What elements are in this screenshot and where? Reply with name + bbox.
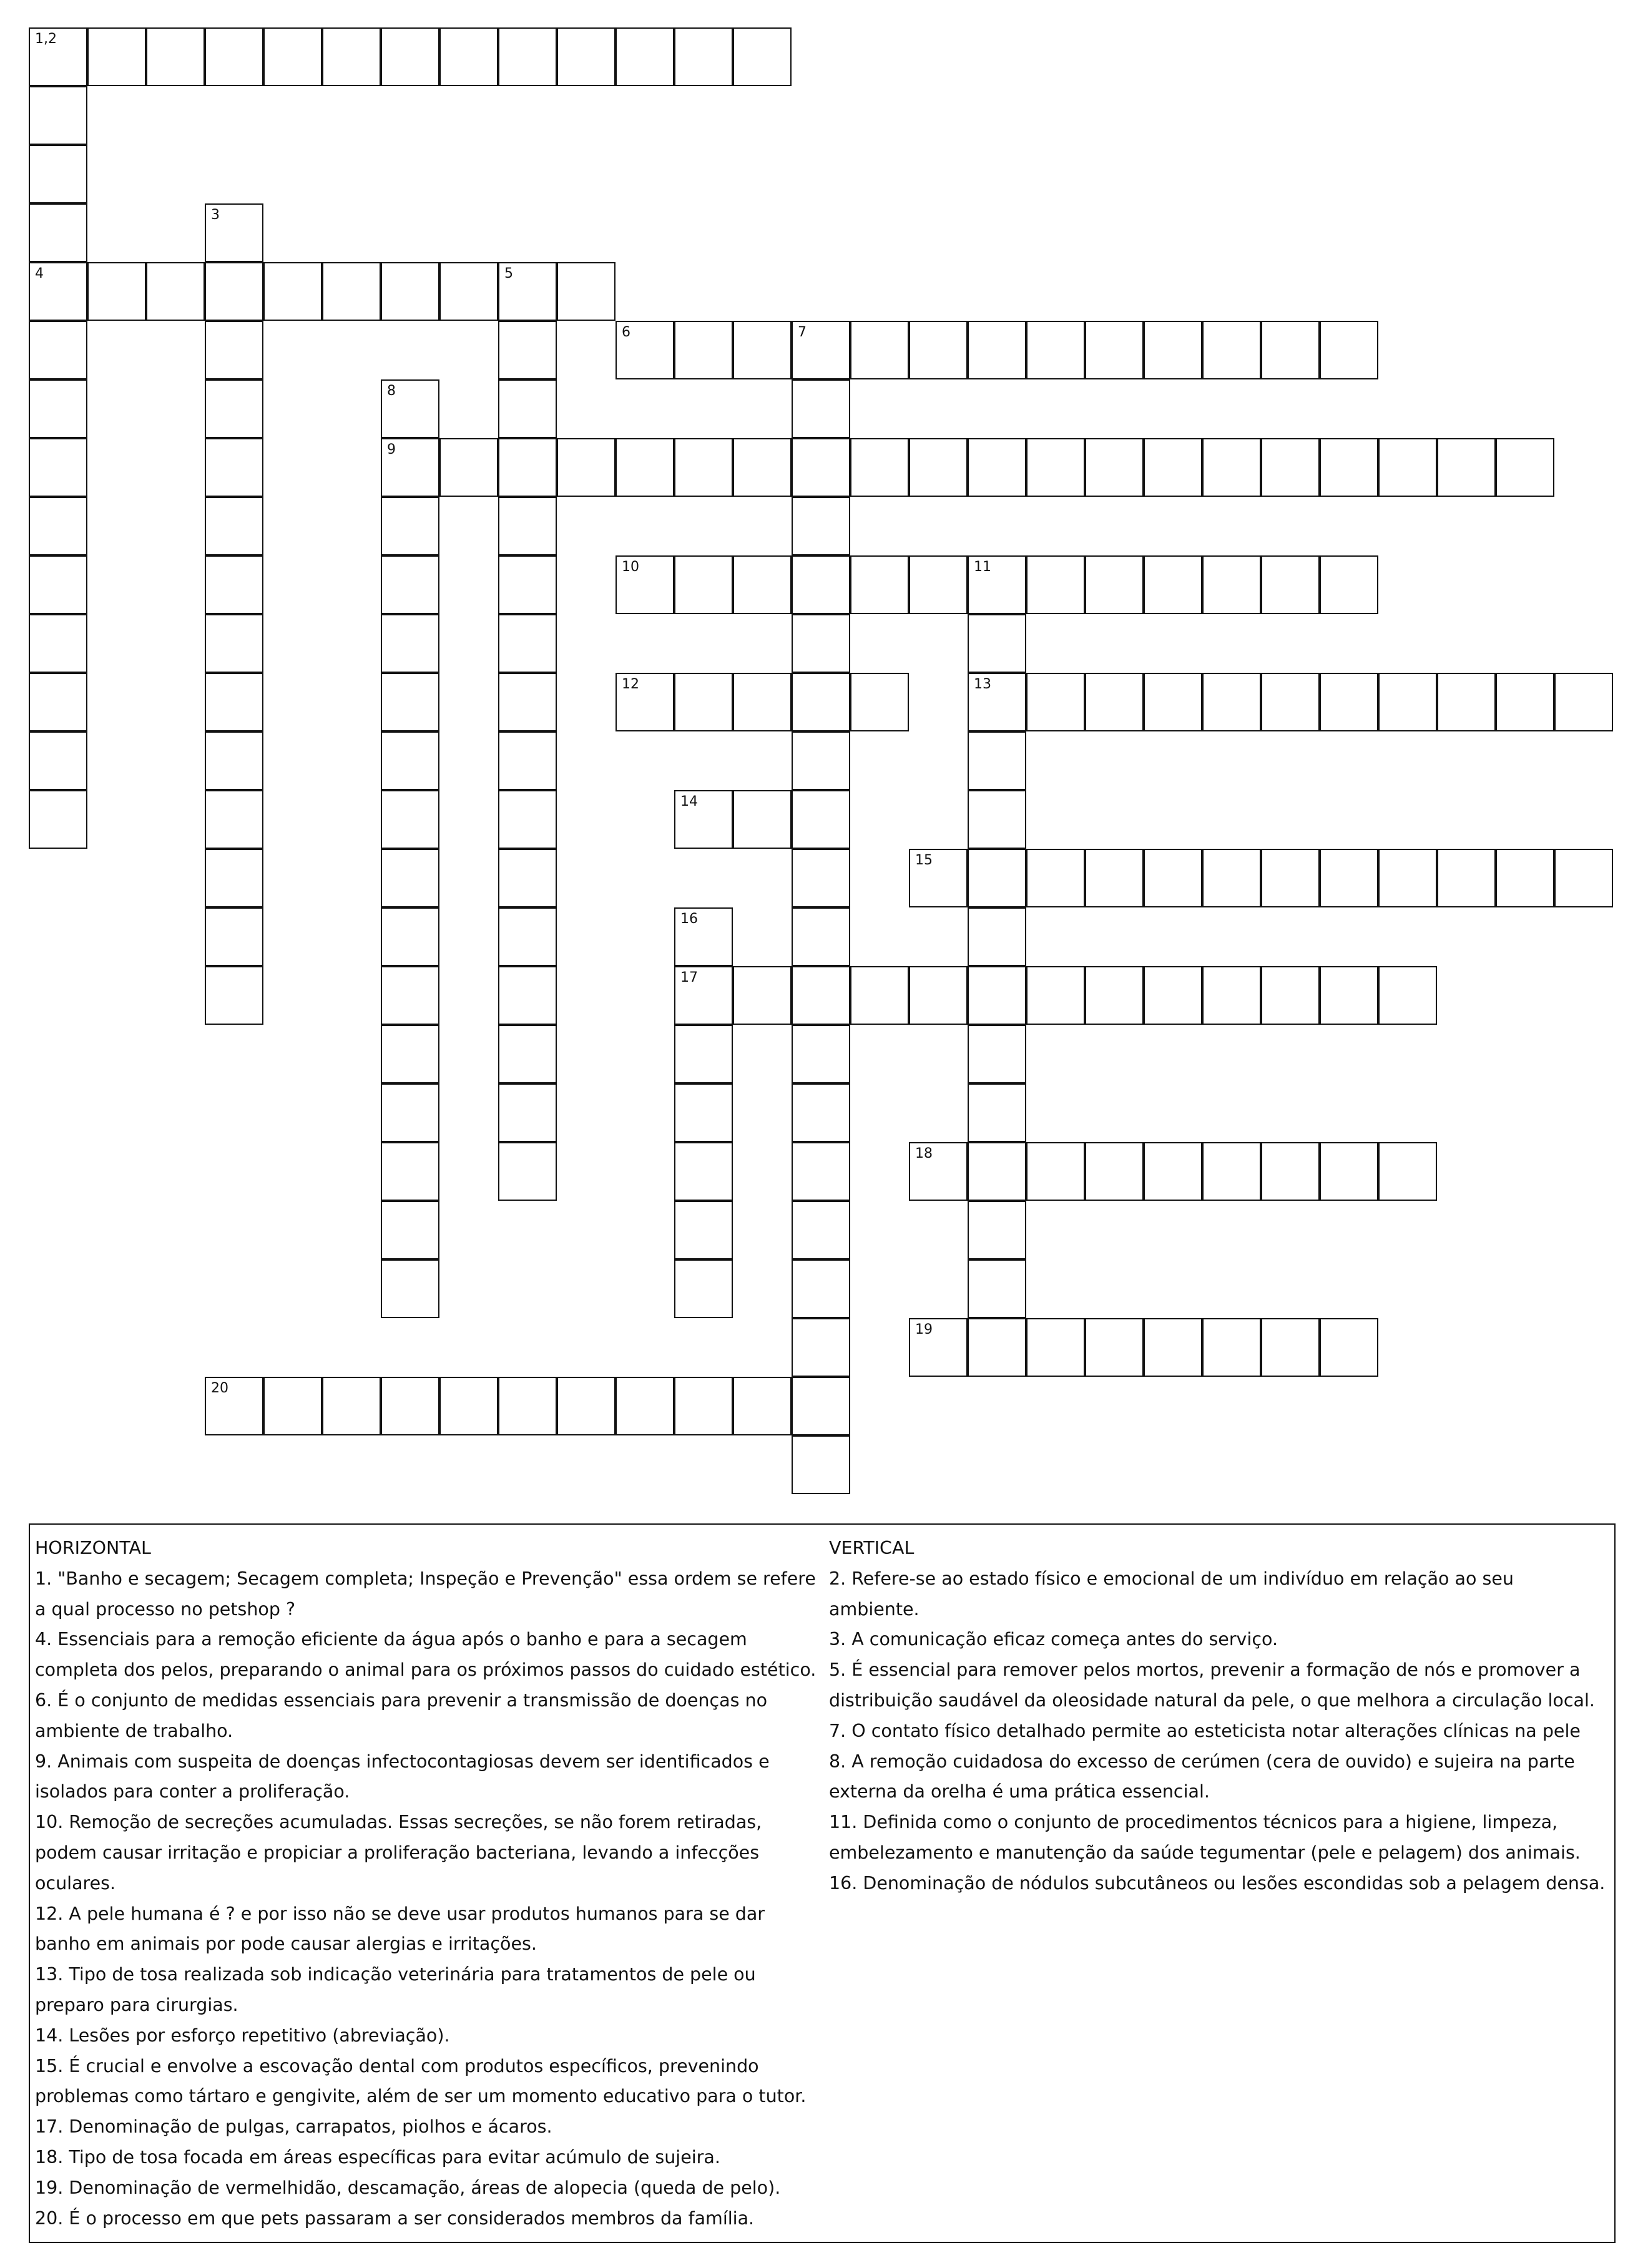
grid-cell[interactable] — [87, 27, 146, 86]
grid-cell[interactable] — [381, 1025, 439, 1083]
grid-cell[interactable] — [205, 907, 263, 966]
clue-number: 16 — [680, 911, 698, 927]
clue-text: 9. Animais com suspeita de doenças infectocontagiosas devem ser identificados e isolados para conter a proliferação. — [35, 1751, 770, 1802]
grid-cell[interactable] — [29, 203, 87, 262]
grid-cell[interactable] — [1261, 966, 1320, 1025]
grid-cell[interactable] — [205, 27, 263, 86]
grid-cell[interactable] — [1437, 849, 1496, 907]
clue-number: 19 — [915, 1322, 933, 1337]
grid-cell[interactable] — [1496, 849, 1554, 907]
clue-text: 17. Denominação de pulgas, carrapatos, piolhos e ácaros. — [35, 2116, 552, 2138]
grid-cell[interactable] — [498, 1377, 557, 1435]
grid-cell[interactable] — [498, 966, 557, 1025]
grid-cell[interactable] — [1085, 1142, 1144, 1201]
grid-cell[interactable] — [1144, 555, 1202, 614]
grid-cell[interactable] — [439, 1377, 498, 1435]
grid-cell[interactable] — [498, 907, 557, 966]
grid-cell[interactable] — [792, 555, 850, 614]
clue-text: 3. A comunicação eficaz começa antes do serviço. — [829, 1629, 1278, 1650]
horizontal-clues — [35, 1533, 823, 2234]
grid-cell[interactable] — [205, 497, 263, 555]
grid-cell[interactable] — [968, 790, 1026, 849]
grid-cell[interactable] — [968, 1201, 1026, 1259]
grid-cell[interactable] — [381, 1142, 439, 1201]
grid-cell[interactable] — [792, 614, 850, 673]
grid-cell[interactable] — [1085, 321, 1144, 379]
grid-cell[interactable] — [968, 321, 1026, 379]
grid-cell[interactable] — [1437, 438, 1496, 497]
grid-cell[interactable] — [439, 438, 498, 497]
grid-cell[interactable] — [674, 966, 733, 1025]
grid-cell[interactable] — [1144, 849, 1202, 907]
clue-number: 12 — [622, 677, 639, 692]
grid-cell[interactable] — [498, 497, 557, 555]
grid-cell[interactable] — [674, 1201, 733, 1259]
grid-cell[interactable] — [1202, 555, 1261, 614]
clue-number: 6 — [622, 325, 630, 340]
grid-cell[interactable] — [439, 27, 498, 86]
grid-cell[interactable] — [498, 849, 557, 907]
clue-text: 6. É o conjunto de medidas essenciais para prevenir a transmissão de doenças no ambiente de trabalho. — [35, 1689, 768, 1741]
grid-cell[interactable] — [1261, 673, 1320, 731]
grid-cell[interactable] — [674, 1083, 733, 1142]
horizontal-clue-list — [35, 1564, 823, 2234]
grid-cell[interactable] — [674, 1377, 733, 1435]
grid-cell[interactable] — [1202, 1142, 1261, 1201]
grid-cell[interactable] — [381, 849, 439, 907]
grid-cell[interactable] — [381, 379, 439, 438]
grid-cell[interactable] — [29, 790, 87, 849]
clue-number: 10 — [622, 559, 639, 575]
clue-text: 4. Essenciais para a remoção eficiente da água após o banho e para a secagem completa dos pelos, preparando o animal para os próximos passos do cuidado estético. — [35, 1629, 817, 1681]
grid-cell[interactable] — [1378, 1142, 1437, 1201]
grid-cell[interactable] — [498, 379, 557, 438]
grid-cell[interactable] — [29, 145, 87, 203]
grid-cell[interactable] — [674, 1142, 733, 1201]
grid-cell[interactable] — [381, 438, 439, 497]
grid-cell[interactable] — [850, 438, 909, 497]
grid-cell[interactable] — [498, 790, 557, 849]
grid-cell[interactable] — [792, 790, 850, 849]
grid-cell[interactable] — [29, 555, 87, 614]
grid-cell[interactable] — [205, 438, 263, 497]
grid-cell[interactable] — [381, 1201, 439, 1259]
grid-cell[interactable] — [1144, 321, 1202, 379]
grid-cell[interactable] — [498, 1142, 557, 1201]
clue-number: 14 — [680, 794, 698, 809]
grid-cell[interactable] — [616, 1377, 674, 1435]
grid-cell[interactable] — [909, 1142, 968, 1201]
grid-cell[interactable] — [674, 673, 733, 731]
grid-cell[interactable] — [1320, 849, 1378, 907]
grid-cell[interactable] — [968, 907, 1026, 966]
grid-cell[interactable] — [205, 321, 263, 379]
grid-cell[interactable] — [733, 790, 792, 849]
clue-number: 11 — [974, 559, 991, 575]
grid-cell[interactable] — [1085, 966, 1144, 1025]
grid-cell[interactable] — [1085, 673, 1144, 731]
grid-cell[interactable] — [733, 966, 792, 1025]
grid-cell[interactable] — [381, 614, 439, 673]
grid-cell[interactable] — [792, 1377, 850, 1435]
grid-cell[interactable] — [381, 907, 439, 966]
grid-cell[interactable] — [29, 673, 87, 731]
grid-cell[interactable] — [733, 555, 792, 614]
grid-cell[interactable] — [1144, 438, 1202, 497]
grid-cell[interactable] — [968, 1142, 1026, 1201]
grid-cell[interactable] — [1202, 966, 1261, 1025]
grid-cell[interactable] — [909, 438, 968, 497]
grid-cell[interactable] — [29, 497, 87, 555]
grid-cell[interactable] — [792, 1083, 850, 1142]
grid-cell[interactable] — [146, 262, 205, 321]
clue-number: 3 — [211, 207, 220, 223]
grid-cell[interactable] — [381, 1259, 439, 1318]
grid-cell[interactable] — [792, 849, 850, 907]
grid-cell[interactable] — [1026, 1318, 1085, 1377]
clue-text: 10. Remoção de secreções acumuladas. Essas secreções, se não forem retiradas, podem causar irritação e propiciar a proliferação bacteriana, levando a infecções oculares. — [35, 1812, 762, 1894]
grid-cell[interactable] — [1320, 555, 1378, 614]
clue-text: 19. Denominação de vermelhidão, descamação, áreas de alopecia (queda de pelo). — [35, 2177, 781, 2198]
clue-number: 5 — [504, 266, 513, 281]
clue-text: 12. A pele humana é ? e por isso não se deve usar produtos humanos para se dar banho em animais por pode causar alergias e irritações. — [35, 1903, 765, 1955]
clue-text: 5. É essencial para remover pelos mortos, prevenir a formação de nós e promover a distribuição saudável da oleosidade natural da pele, o que melhora a circulação local. — [829, 1659, 1595, 1711]
grid-cell[interactable] — [263, 262, 322, 321]
grid-cell[interactable] — [205, 790, 263, 849]
clue-number: 18 — [915, 1146, 933, 1161]
clue-text: 18. Tipo de tosa focada em áreas específicas para evitar acúmulo de sujeira. — [35, 2146, 720, 2168]
grid-cell[interactable] — [792, 673, 850, 731]
grid-cell[interactable] — [792, 321, 850, 379]
grid-cell[interactable] — [557, 27, 616, 86]
grid-cell[interactable] — [1378, 438, 1437, 497]
grid-cell[interactable] — [674, 1259, 733, 1318]
grid-cell[interactable] — [909, 966, 968, 1025]
grid-cell[interactable] — [968, 849, 1026, 907]
grid-cell[interactable] — [1026, 321, 1085, 379]
grid-cell[interactable] — [733, 1377, 792, 1435]
clue-text: 8. A remoção cuidadosa do excesso de cerúmen (cera de ouvido) e sujeira na parte externa da orelha é uma prática essencial. — [829, 1751, 1575, 1802]
grid-cell[interactable] — [205, 262, 263, 321]
clue-text: 14. Lesões por esforço repetitivo (abreviação). — [35, 2025, 450, 2046]
grid-cell[interactable] — [29, 379, 87, 438]
grid-cell[interactable] — [968, 731, 1026, 790]
grid-cell[interactable] — [1378, 966, 1437, 1025]
grid-cell[interactable] — [381, 966, 439, 1025]
clue-number: 13 — [974, 677, 991, 692]
grid-cell[interactable] — [1026, 438, 1085, 497]
grid-cell[interactable] — [557, 262, 616, 321]
grid-cell[interactable] — [616, 321, 674, 379]
clue-number: 20 — [211, 1381, 228, 1396]
grid-cell[interactable] — [1261, 438, 1320, 497]
grid-cell[interactable] — [792, 1259, 850, 1318]
grid-cell[interactable] — [1261, 555, 1320, 614]
grid-cell[interactable] — [381, 27, 439, 86]
grid-cell[interactable] — [381, 1083, 439, 1142]
grid-cell[interactable] — [29, 438, 87, 497]
grid-cell[interactable] — [968, 1025, 1026, 1083]
grid-cell[interactable] — [1202, 321, 1261, 379]
clue-number: 15 — [915, 853, 933, 868]
grid-cell[interactable] — [29, 86, 87, 145]
grid-cell[interactable] — [1496, 673, 1554, 731]
grid-cell[interactable] — [322, 1377, 381, 1435]
grid-cell[interactable] — [674, 438, 733, 497]
grid-cell[interactable] — [205, 203, 263, 262]
grid-cell[interactable] — [674, 27, 733, 86]
grid-cell[interactable] — [968, 966, 1026, 1025]
grid-cell[interactable] — [1320, 438, 1378, 497]
grid-cell[interactable] — [909, 321, 968, 379]
grid-cell[interactable] — [1378, 673, 1437, 731]
grid-cell[interactable] — [1202, 438, 1261, 497]
grid-cell[interactable] — [498, 673, 557, 731]
grid-cell[interactable] — [381, 555, 439, 614]
grid-cell[interactable] — [1437, 673, 1496, 731]
clue-text: 1. "Banho e secagem; Secagem completa; Inspeção e Prevenção" essa ordem se refere a qual processo no petshop ? — [35, 1568, 816, 1620]
grid-cell[interactable] — [1261, 321, 1320, 379]
grid-cell[interactable] — [968, 673, 1026, 731]
clue-number: 1,2 — [35, 31, 57, 47]
grid-cell[interactable] — [733, 673, 792, 731]
grid-cell[interactable] — [205, 614, 263, 673]
grid-cell[interactable] — [674, 1025, 733, 1083]
grid-cell[interactable] — [205, 555, 263, 614]
clue-text: 7. O contato físico detalhado permite ao esteticista notar alterações clínicas na pele — [829, 1720, 1581, 1741]
grid-cell[interactable] — [792, 1025, 850, 1083]
grid-cell[interactable] — [498, 614, 557, 673]
grid-cell[interactable] — [850, 673, 909, 731]
grid-cell[interactable] — [1378, 849, 1437, 907]
grid-cell[interactable] — [968, 555, 1026, 614]
grid-cell[interactable] — [322, 27, 381, 86]
vertical-clue-list — [829, 1564, 1609, 1899]
grid-cell[interactable] — [498, 27, 557, 86]
grid-cell[interactable] — [792, 379, 850, 438]
grid-cell[interactable] — [792, 907, 850, 966]
grid-cell[interactable] — [1144, 673, 1202, 731]
grid-cell[interactable] — [146, 27, 205, 86]
clue-number: 7 — [798, 325, 807, 340]
clue-number: 4 — [35, 266, 44, 281]
grid-cell[interactable] — [1026, 966, 1085, 1025]
grid-cell[interactable] — [1202, 673, 1261, 731]
grid-cell[interactable] — [1144, 1142, 1202, 1201]
grid-cell[interactable] — [498, 262, 557, 321]
grid-cell[interactable] — [968, 1083, 1026, 1142]
grid-cell[interactable] — [498, 321, 557, 379]
grid-cell[interactable] — [616, 555, 674, 614]
clue-text: 20. É o processo em que pets passaram a ser considerados membros da família. — [35, 2207, 755, 2229]
grid-cell[interactable] — [205, 849, 263, 907]
grid-cell[interactable] — [850, 555, 909, 614]
grid-cell[interactable] — [909, 1318, 968, 1377]
grid-cell[interactable] — [1261, 1142, 1320, 1201]
grid-cell[interactable] — [498, 1025, 557, 1083]
grid-cell[interactable] — [850, 321, 909, 379]
grid-cell[interactable] — [498, 438, 557, 497]
grid-cell[interactable] — [1144, 966, 1202, 1025]
grid-cell[interactable] — [205, 1377, 263, 1435]
grid-cell[interactable] — [792, 1201, 850, 1259]
grid-cell[interactable] — [1085, 1318, 1144, 1377]
grid-cell[interactable] — [968, 438, 1026, 497]
grid-cell[interactable] — [381, 731, 439, 790]
grid-cell[interactable] — [792, 731, 850, 790]
grid-cell[interactable] — [1320, 321, 1378, 379]
clues-box — [29, 1523, 1616, 2243]
grid-cell[interactable] — [29, 27, 87, 86]
grid-cell[interactable] — [1261, 849, 1320, 907]
grid-cell[interactable] — [792, 1142, 850, 1201]
grid-cell[interactable] — [792, 1435, 850, 1494]
clue-text: 11. Definida como o conjunto de procedimentos técnicos para a higiene, limpeza, embelezamento e manutenção da saúde tegumentar (pele e pelagem) dos animais. — [829, 1812, 1581, 1863]
grid-cell[interactable] — [29, 262, 87, 321]
grid-cell[interactable] — [557, 438, 616, 497]
grid-cell[interactable] — [968, 1318, 1026, 1377]
grid-cell[interactable] — [1026, 849, 1085, 907]
grid-cell[interactable] — [909, 555, 968, 614]
grid-cell[interactable] — [1261, 1318, 1320, 1377]
grid-cell[interactable] — [674, 555, 733, 614]
clue-text: 16. Denominação de nódulos subcutâneos ou lesões escondidas sob a pelagem densa. — [829, 1872, 1606, 1894]
grid-cell[interactable] — [968, 614, 1026, 673]
grid-cell[interactable] — [1320, 673, 1378, 731]
grid-cell[interactable] — [1202, 849, 1261, 907]
grid-cell[interactable] — [1085, 555, 1144, 614]
grid-cell[interactable] — [1554, 849, 1613, 907]
grid-cell[interactable] — [792, 966, 850, 1025]
grid-cell[interactable] — [1026, 555, 1085, 614]
grid-cell[interactable] — [439, 262, 498, 321]
grid-cell[interactable] — [1320, 966, 1378, 1025]
vertical-heading: VERTICAL — [829, 1538, 915, 1558]
grid-cell[interactable] — [909, 849, 968, 907]
grid-cell[interactable] — [733, 438, 792, 497]
grid-cell[interactable] — [381, 790, 439, 849]
grid-cell[interactable] — [1085, 438, 1144, 497]
clue-number: 8 — [387, 383, 396, 399]
grid-cell[interactable] — [263, 1377, 322, 1435]
grid-cell[interactable] — [850, 966, 909, 1025]
clue-number: 17 — [680, 970, 698, 985]
grid-cell[interactable] — [87, 262, 146, 321]
grid-cell[interactable] — [733, 321, 792, 379]
grid-cell[interactable] — [263, 27, 322, 86]
grid-cell[interactable] — [1496, 438, 1554, 497]
clue-text: 15. É crucial e envolve a escovação dental com produtos específicos, prevenindo problemas como tártaro e gengivite, além de ser um momento educativo para o tutor. — [35, 2055, 807, 2107]
grid-cell[interactable] — [792, 497, 850, 555]
grid-cell[interactable] — [792, 438, 850, 497]
grid-cell[interactable] — [968, 1259, 1026, 1318]
grid-cell[interactable] — [381, 262, 439, 321]
grid-cell[interactable] — [322, 262, 381, 321]
grid-cell[interactable] — [1202, 1318, 1261, 1377]
clue-text: 13. Tipo de tosa realizada sob indicação veterinária para tratamentos de pele ou preparo para cirurgias. — [35, 1964, 756, 2015]
grid-cell[interactable] — [498, 555, 557, 614]
grid-cell[interactable] — [792, 1318, 850, 1377]
grid-cell[interactable] — [616, 27, 674, 86]
grid-cell[interactable] — [205, 379, 263, 438]
grid-cell[interactable] — [1026, 673, 1085, 731]
grid-cell[interactable] — [674, 907, 733, 966]
clue-number: 9 — [387, 442, 396, 457]
grid-cell[interactable] — [205, 966, 263, 1025]
grid-cell[interactable] — [1320, 1318, 1378, 1377]
grid-cell[interactable] — [29, 321, 87, 379]
grid-cell[interactable] — [674, 790, 733, 849]
grid-cell[interactable] — [1320, 1142, 1378, 1201]
vertical-clues — [829, 1533, 1609, 1899]
grid-cell[interactable] — [381, 673, 439, 731]
grid-cell[interactable] — [1144, 1318, 1202, 1377]
grid-cell[interactable] — [381, 1377, 439, 1435]
grid-cell[interactable] — [498, 731, 557, 790]
grid-cell[interactable] — [557, 1377, 616, 1435]
grid-cell[interactable] — [498, 1083, 557, 1142]
grid-cell[interactable] — [1554, 673, 1613, 731]
grid-cell[interactable] — [205, 731, 263, 790]
horizontal-heading: HORIZONTAL — [35, 1538, 151, 1558]
grid-cell[interactable] — [733, 27, 792, 86]
grid-cell[interactable] — [616, 438, 674, 497]
grid-cell[interactable] — [1026, 1142, 1085, 1201]
clue-text: 2. Refere-se ao estado físico e emocional de um indivíduo em relação ao seu ambiente. — [829, 1568, 1514, 1620]
grid-cell[interactable] — [29, 614, 87, 673]
grid-cell[interactable] — [674, 321, 733, 379]
grid-cell[interactable] — [381, 497, 439, 555]
grid-cell[interactable] — [616, 673, 674, 731]
grid-cell[interactable] — [1085, 849, 1144, 907]
grid-cell[interactable] — [29, 731, 87, 790]
grid-cell[interactable] — [205, 673, 263, 731]
